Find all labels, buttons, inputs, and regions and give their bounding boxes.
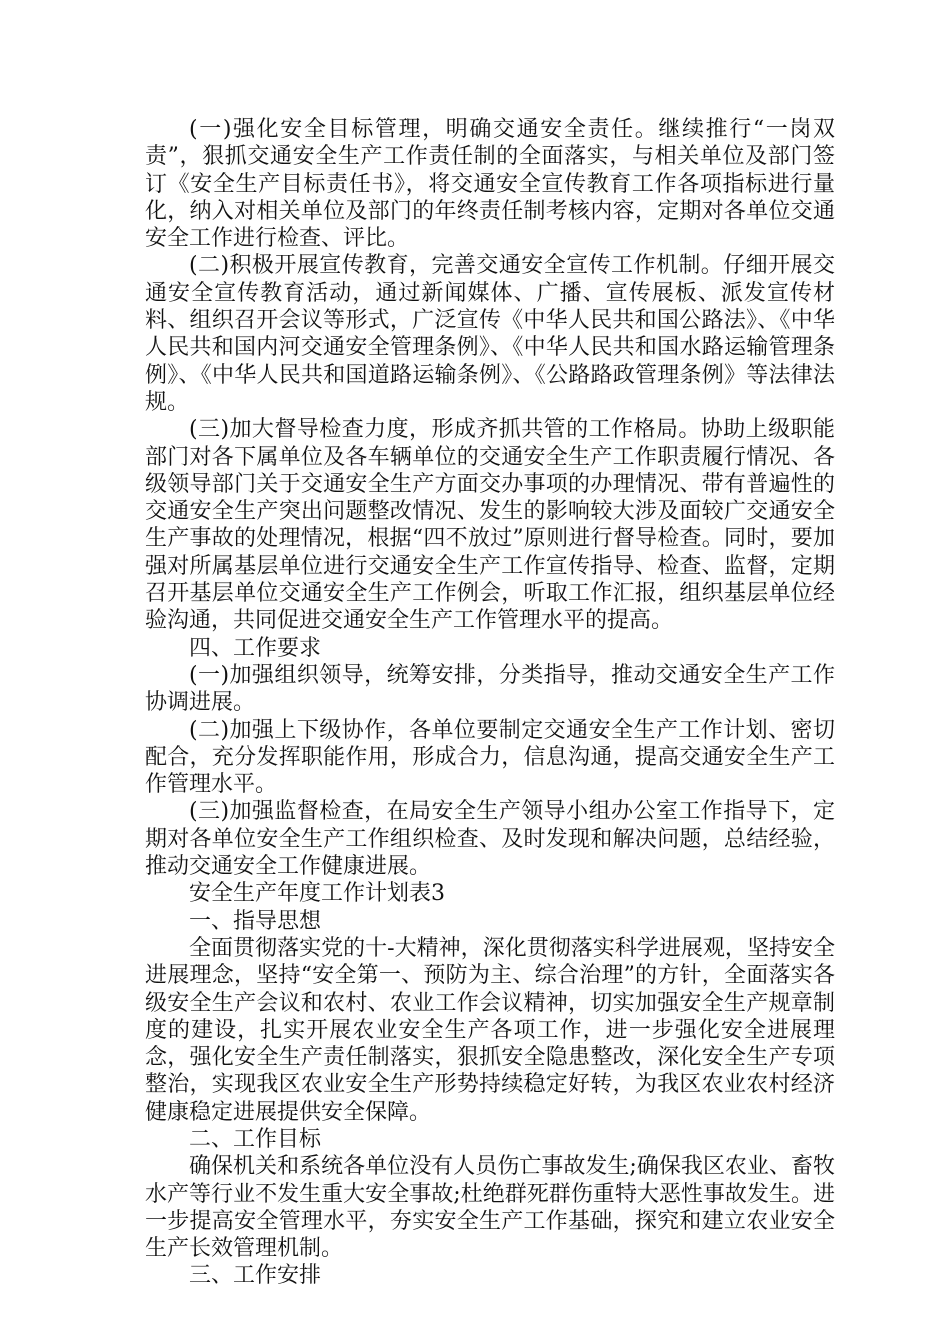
heading-work-requirements: 四、工作要求 — [189, 635, 322, 661]
paragraph-cooperation: (二)加强上下级协作，各单位要制定交通安全生产工作计划、密切配合，充分发挥职能作用，形成合力，信息沟通，提高交通安全生产工作管理水平。 — [145, 717, 835, 798]
paragraph-work-goals: 确保机关和系统各单位没有人员伤亡事故发生;确保我区农业、畜牧水产等行业不发生重大安全事故;杜绝群死群伤重特大恶性事故发生。进一步提高安全管理水平，夯实安全生产工作基础，探究和建立农业安全生产长效管理机制。 — [145, 1154, 835, 1262]
document-page — [145, 116, 835, 1290]
heading-plan-title: 安全生产年度工作计划表3 — [189, 881, 445, 907]
paragraph-strengthen-target-management: (一)强化安全目标管理，明确交通安全责任。继续推行“一岗双责”，狠抓交通安全生产工作责任制的全面落实，与相关单位及部门签订《安全生产目标责任书》，将交通安全宣传教育工作各项指标进行量化，纳入对相关单位及部门的年终责任制考核内容，定期对各单位交通安全工作进行检查、评比。 — [145, 117, 835, 252]
heading-work-arrangement: 三、工作安排 — [189, 1263, 322, 1289]
paragraph-organization-leadership: (一)加强组织领导，统筹安排，分类指导，推动交通安全生产工作协调进展。 — [145, 662, 835, 716]
paragraph-supervision: (三)加强监督检查，在局安全生产领导小组办公室工作指导下，定期对各单位安全生产工作组织检查、及时发现和解决问题，总结经验，推动交通安全工作健康进展。 — [145, 799, 835, 880]
heading-guiding-ideology: 一、指导思想 — [189, 908, 322, 934]
paragraph-supervision-inspection: (三)加大督导检查力度，形成齐抓共管的工作格局。协助上级职能部门对各下属单位及各车辆单位的交通安全生产工作职责履行情况、各级领导部门关于交通安全生产方面交办事项的办理情况、带有普遍性的交通安全生产突出问题整改情况、发生的影响较大涉及面较广交通安全生产事故的处理情况，根据“四不放过”原则进行督导检查。同时，要加强对所属基层单位进行交通安全生产工作宣传指导、检查、监督，定期召开基层单位交通安全生产工作例会，听取工作汇报，组织基层单位经验沟通，共同促进交通安全生产工作管理水平的提高。 — [145, 417, 835, 634]
paragraph-publicity-education: (二)积极开展宣传教育，完善交通安全宣传工作机制。仔细开展交通安全宣传教育活动，通过新闻媒体、广播、宣传展板、派发宣传材料、组织召开会议等形式，广泛宣传《中华人民共和国公路法》、《中华人民共和国内河交通安全管理条例》、《中华人民共和国水路运输管理条例》、《中华人民共和国道路运输条例》、《公路路政管理条例》等法律法规。 — [145, 253, 835, 415]
paragraph-guiding-ideology: 全面贯彻落实党的十-大精神，深化贯彻落实科学进展观，坚持安全进展理念，坚持“安全第一、预防为主、综合治理”的方针，全面落实各级安全生产会议和农村、农业工作会议精神，切实加强安全生产规章制度的建设，扎实开展农业安全生产各项工作，进一步强化安全进展理念，强化安全生产责任制落实，狠抓安全隐患整改，深化安全生产专项整治，实现我区农业安全生产形势持续稳定好转，为我区农业农村经济健康稳定进展提供安全保障。 — [145, 935, 835, 1125]
heading-work-goals: 二、工作目标 — [189, 1126, 322, 1152]
